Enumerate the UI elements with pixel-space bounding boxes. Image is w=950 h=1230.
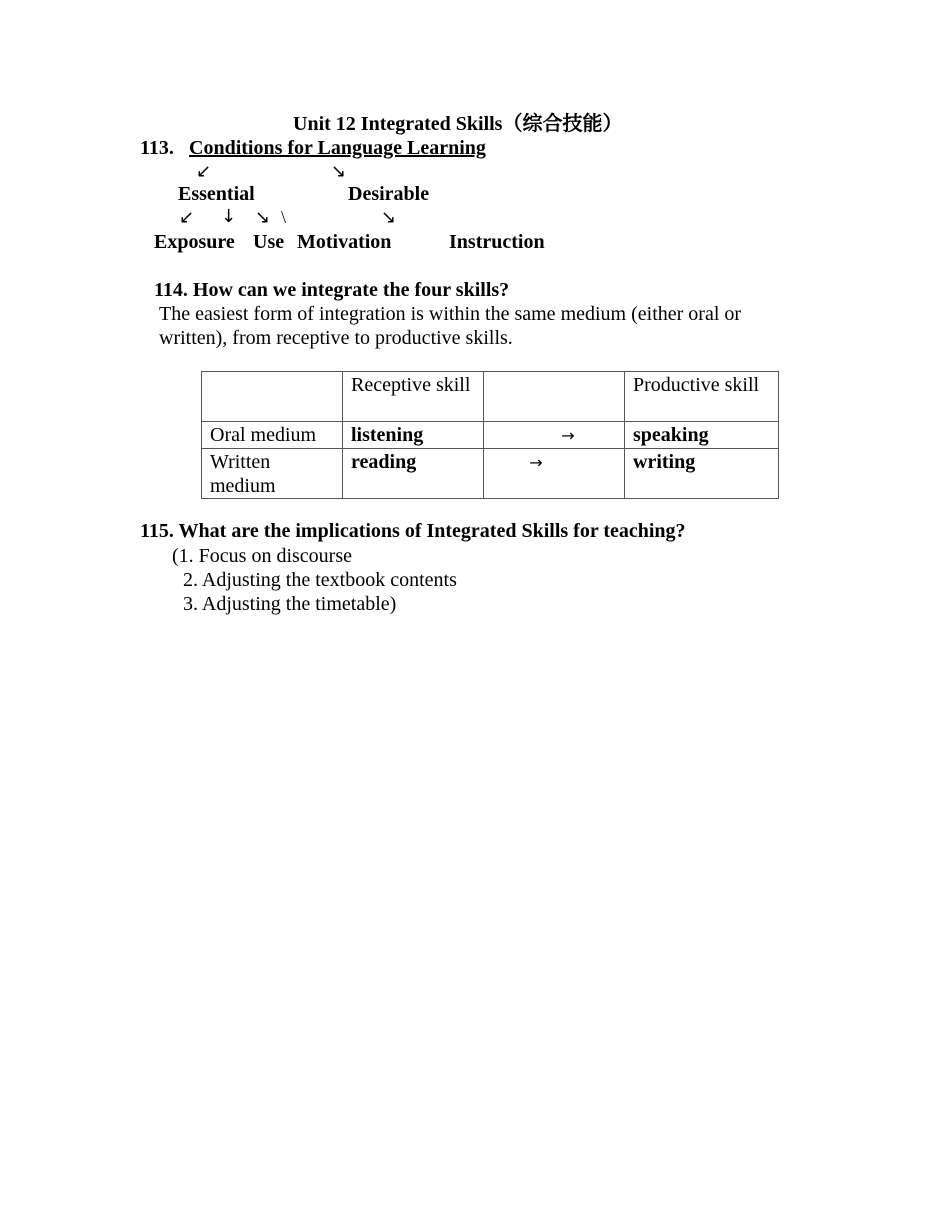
table-header-cell: Receptive skill bbox=[343, 372, 484, 422]
section-113-number: 113. bbox=[140, 137, 174, 159]
section-113-heading: Conditions for Language Learning bbox=[189, 137, 486, 159]
table-cell-arrow bbox=[484, 449, 625, 499]
section-114-body-line1: The easiest form of integration is within the same medium (either oral or bbox=[159, 303, 742, 325]
section-114-question: 114. How can we integrate the four skills? bbox=[154, 279, 510, 301]
section-115-question: 115. What are the implications of Integrated Skills for teaching? bbox=[140, 520, 686, 542]
backslash-mark: \ bbox=[281, 207, 287, 227]
list-item: 2. Adjusting the textbook contents bbox=[183, 569, 457, 591]
table-cell-productive: speaking bbox=[625, 422, 779, 449]
page-title: Unit 12 Integrated Skills（综合技能） bbox=[293, 113, 623, 135]
essential-label: Essential bbox=[178, 183, 255, 205]
exposure-label: Exposure bbox=[154, 231, 235, 253]
table-cell-productive: writing bbox=[625, 449, 779, 499]
skills-table bbox=[201, 371, 779, 499]
table-cell-medium: Written medium bbox=[202, 449, 343, 499]
arrow-down-left-icon: ↙ bbox=[196, 161, 212, 182]
table-cell-receptive: reading bbox=[343, 449, 484, 499]
motivation-label: Motivation bbox=[297, 231, 392, 253]
arrow-right-icon: → bbox=[529, 453, 543, 472]
table-cell-receptive: listening bbox=[343, 422, 484, 449]
table-header-cell bbox=[484, 372, 625, 422]
arrow-down-right-icon: ↘ bbox=[255, 207, 271, 228]
table-header-row bbox=[202, 372, 779, 422]
arrow-down-right-icon: ↘ bbox=[331, 161, 347, 182]
arrow-down-icon: ↓ bbox=[221, 206, 237, 227]
instruction-label: Instruction bbox=[449, 231, 545, 253]
arrow-down-left-icon: ↙ bbox=[179, 207, 195, 228]
arrow-right-icon: → bbox=[561, 426, 575, 445]
arrow-down-right-icon: ↘ bbox=[381, 207, 397, 228]
use-label: Use bbox=[253, 231, 285, 253]
table-cell-arrow bbox=[484, 422, 625, 449]
table-cell-medium: Oral medium bbox=[202, 422, 343, 449]
list-item: 3. Adjusting the timetable) bbox=[183, 593, 397, 615]
list-item: (1. Focus on discourse bbox=[172, 545, 352, 567]
table-row bbox=[202, 422, 779, 449]
section-114-body-line2: written), from receptive to productive skills. bbox=[159, 327, 513, 349]
desirable-label: Desirable bbox=[348, 183, 430, 205]
table-header-cell bbox=[202, 372, 343, 422]
table-row bbox=[202, 449, 779, 499]
table-header-cell: Productive skill bbox=[625, 372, 779, 422]
